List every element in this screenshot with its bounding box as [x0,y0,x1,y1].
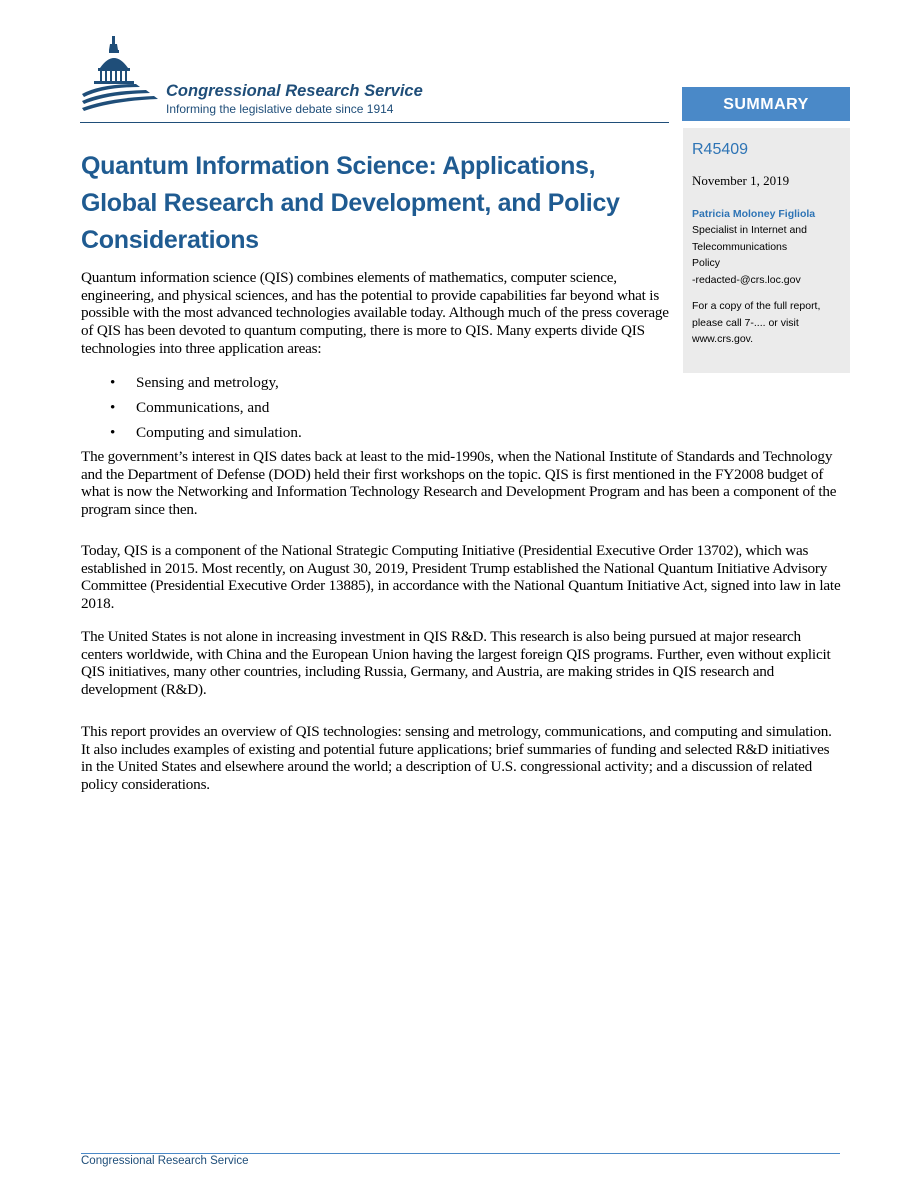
author-title-line: Policy [692,257,721,269]
author-title-line: Telecommunications [692,240,788,253]
header-divider [80,122,669,123]
list-item: • Sensing and metrology, [110,370,302,395]
org-name: Congressional Research Service [166,82,423,100]
body-paragraph: The United States is not alone in increasing investment in QIS R&D. This research is also being pursued at major research centers worldwide, with China and the European Union having the largest foreign QIS programs. Further, even without explicit QIS initiatives, many other countries, including Russia, Germany, and Austria, are making strides in QIS research and development (R&D). [81,628,831,699]
capitol-dome-icon [80,34,160,124]
body-paragraph: Today, QIS is a component of the National Strategic Computing Initiative (Presidential Executive Order 13702), which was established in 2015. Most recently, on August 30, 2019, President Trump established the National Quantum Initiative Advisory Committee (Presidential Executive Order 13885), in accordance with the National Quantum Initiative Act, signed into law in late 2018. [81,542,841,613]
crs-logo [80,34,680,124]
intro-paragraph: Quantum information science (QIS) combines elements of mathematics, computer science, engineering, and physical sciences, and has the potential to provide capabilities far beyond what is possible with the most advanced technologies available today. Although much of the press coverage of QIS has been devoted to quantum computing, there is more to QIS. Many experts divide QIS technologies into three application areas: [81,269,669,357]
bullet-icon: • [110,399,116,416]
list-item: • Communications, and [110,395,302,420]
summary-sidebar [683,128,850,373]
footer-divider [81,1153,840,1154]
body-paragraph: The government’s interest in QIS dates back at least to the mid-1990s, when the National Institute of Standards and Technology and the Department of Defense (DOD) held their first workshops on the topic. QIS is first mentioned in the FY2008 budget of what is now the Networking and Information Technology Research and Development Program and has been a component of the program since then. [81,448,837,519]
report-date: November 1, 2019 [692,173,790,188]
bullet-icon: • [110,374,116,391]
report-title: Quantum Information Science: Applications, Global Research and Development, and Policy Considerations [81,152,620,254]
summary-tab: SUMMARY [682,87,850,121]
footer-text: Congressional Research Service [81,1155,249,1167]
application-areas-list [110,370,302,445]
org-tagline: Informing the legislative debate since 1914 [166,102,394,116]
author-info [692,222,841,288]
bullet-icon: • [110,424,116,441]
body-paragraph: This report provides an overview of QIS technologies: sensing and metrology, communications, and computing and simulation. It also includes examples of existing and potential future applications; brief summaries of funding and selected R&D initiatives in the United States and elsewhere around the world; a description of U.S. congressional activity; and a discussion of related policy considerations. [81,723,832,794]
author-name: Patricia Moloney Figliola [692,208,816,220]
author-title-line: Specialist in Internet and [692,224,807,236]
list-item: • Computing and simulation. [110,420,302,445]
report-id: R45409 [692,141,749,158]
copy-note: For a copy of the full report, please call 7-.... or visit www.crs.gov. [692,300,821,345]
author-email: -redacted-@crs.loc.gov [692,273,801,286]
